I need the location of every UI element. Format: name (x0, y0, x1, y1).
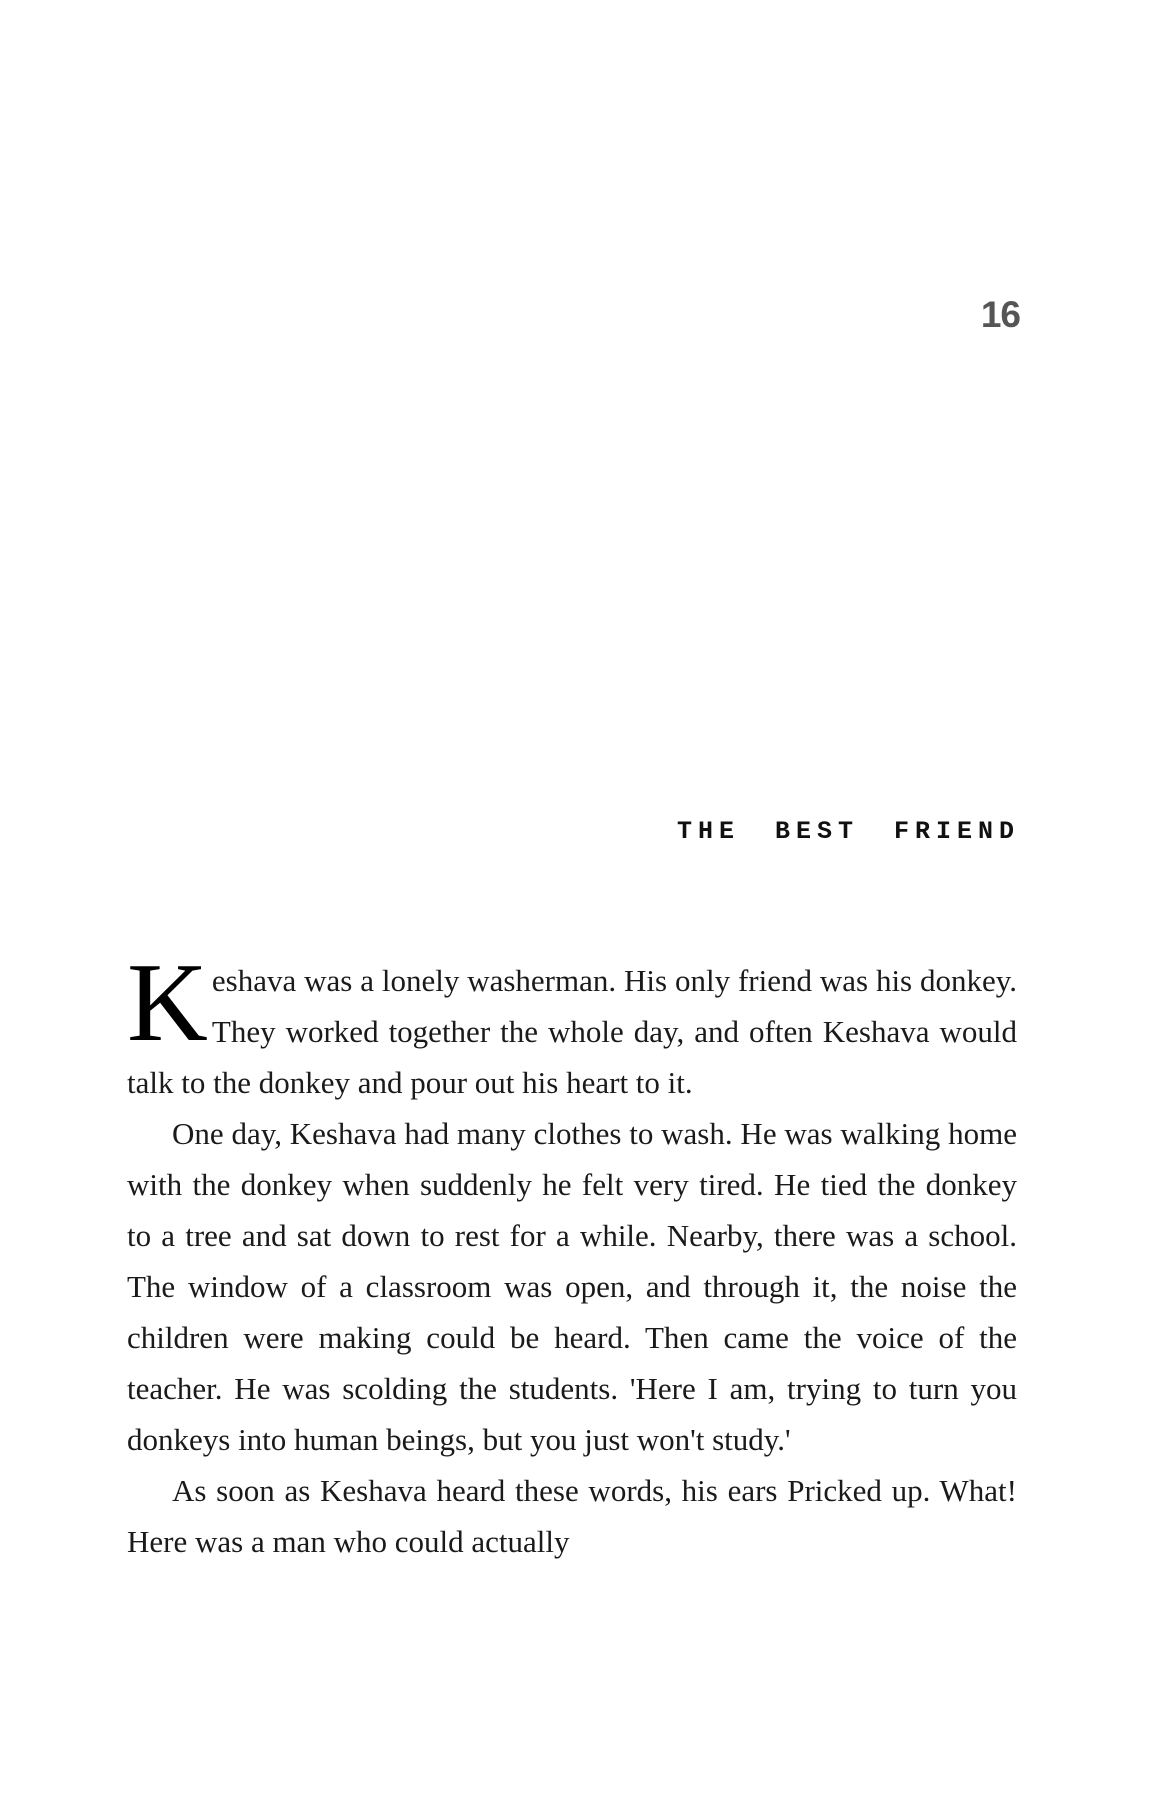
story-body (127, 941, 1017, 1567)
story-paragraph: As soon as Keshava heard these words, his ears Pricked up. What! Here was a man who could actually (127, 1473, 1017, 1559)
chapter-number: 16 (980, 294, 1020, 335)
chapter-title: THE BEST FRIEND (676, 817, 1020, 846)
story-paragraph (127, 941, 1017, 1108)
drop-cap: K (127, 941, 208, 1065)
story-paragraph: One day, Keshava had many clothes to wash. He was walking home with the donkey when suddenly he felt very tired. He tied the donkey to a tree and sat down to rest for a while. Nearby, there was a school. The window of a classroom was open, and through it, the noise the children were making could be heard. Then came the voice of the teacher. He was scolding the students. 'Here I am, trying to turn you donkeys into human beings, but you just won't study.' (127, 1116, 1017, 1457)
paragraph-text: eshava was a lonely washerman. His only friend was his donkey. They worked together the whole day, and often Keshava would talk to the donkey and pour out his heart to it. (127, 963, 1017, 1100)
